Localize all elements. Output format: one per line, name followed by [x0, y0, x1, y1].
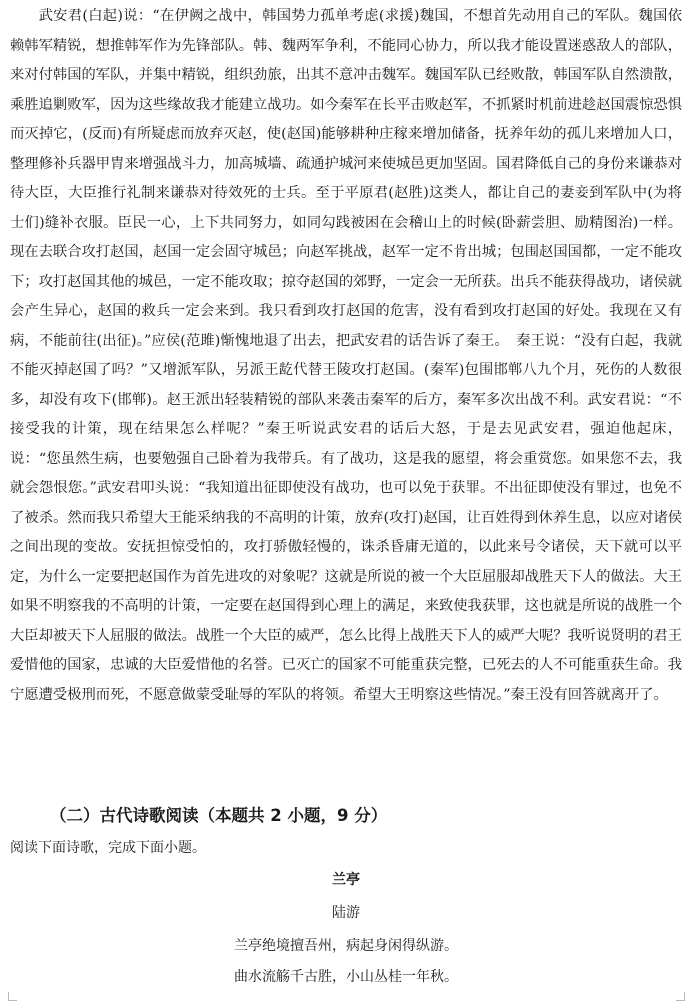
- poem-author: 陆游: [332, 905, 360, 921]
- passage-translation: 武安君(白起)说：“在伊阙之战中，韩国势力孤单考虑(求援)魏国，不想首先动用自己的军队。魏国依赖韩军精锐，想推韩军作为先锋部队。韩、魏两军争利，不能同心协力，所以我才能设置迷惑敌人的部队，来对付韩国的军队，并集中精锐，组织劲旅，出其不意冲击魏军。魏国军队已经败散，韩国军队自然溃散，乘胜追剿败军，因为这些缘故我才能建立战功。如今秦军在长平击败赵军，不抓紧时机前进趁赵国震惊恐惧而灭掉它，(反而)有所疑虑而放弃灭赵，使(赵国)能够耕种庄稼来增加储备，抚养年幼的孤儿来增加人口，整理修补兵器甲胄来增强战斗力，加高城墙、疏通护城河来使城邑更加坚固。国君降低自己的身份来谦恭对待大臣，大臣推行礼制来谦恭对待效死的士兵。至于平原君(赵胜)这类人，都让自己的妻妾到军队中(为将士们)缝补衣服。臣民一心，上下共同努力，如同勾践被困在会稽山上的时候(卧薪尝胆、励精图治)一样。现在去联合攻打赵国，赵国一定会固守城邑；向赵军挑战，赵军一定不肯出城；包围赵国国都，一定不能攻下；攻打赵国其他的城邑，一定不能攻取；掠夺赵国的郊野，一定会一无所获。出兵不能获得战功，诸侯就会产生异心，赵国的救兵一定会来到。我只看到攻打赵国的危害，没有看到攻打赵国的好处。我现在又有病，不能前往(出征)。”应侯(范雎)惭愧地退了出去，把武安君的话告诉了秦王。 秦王说：“没有白起，我就不能灭掉赵国了吗？”又增派军队，另派王龁代替王陵攻打赵国。(秦军)包围邯郸八九个月，死伤的人数很多，却没有攻下(邯郸)。赵王派出轻装精锐的部队来袭击秦军的后方，秦军多次出战不利。武安君说：“不接受我的计策，现在结果怎么样呢？”秦王听说武安君的话后大怒，于是去见武安君，强迫他起床，说：“您虽然生病，也要勉强自己卧着为我带兵。有了战功，这是我的愿望，将会重赏您。如果您不去，我就会怨恨您。”武安君叩头说：“我知道出征即使没有战功，也可以免于获罪。不出征即使没有罪过，也免不了被杀。然而我只希望大王能采纳我的不高明的计策，放弃(攻打)赵国，让百姓得到休养生息，以应对诸侯之间出现的变故。安抚担惊受怕的，攻打骄傲轻慢的，诛杀昏庸无道的，以此来号令诸侯，天下就可以平定，为什么一定要把赵国作为首先进攻的对象呢？这就是所说的被一个大臣屈服却战胜天下人的做法。大王如果不明察我的不高明的计策，一定要在赵国得到心理上的满足，来致使我获罪，这也就是所说的战胜一个大臣却被天下人屈服的做法。战胜一个大臣的威严，怎么比得上战胜天下人的威严大呢？我听说贤明的君王爱惜他的国家，忠诚的大臣爱惜他的名誉。已灭亡的国家不可能重获完整，已死去的人不可能重获生命。我宁愿遭受极刑而死，不愿意做蒙受耻辱的军队的将领。希望大王明察这些情况。”秦王没有回答就离开了。: [10, 8, 682, 703]
- page-corner-mark: [676, 992, 685, 1001]
- poem-title: 兰亭: [332, 872, 360, 888]
- section-instruction: 阅读下面诗歌，完成下面小题。: [10, 840, 206, 856]
- poem-line: 曲水流觞千古胜，小山丛桂一年秋。: [234, 969, 458, 985]
- page-corner-mark: [8, 992, 17, 1001]
- poem-line: 兰亭绝境擅吾州，病起身闲得纵游。: [234, 938, 458, 954]
- section-heading: （二）古代诗歌阅读（本题共 2 小题，9 分）: [50, 806, 388, 825]
